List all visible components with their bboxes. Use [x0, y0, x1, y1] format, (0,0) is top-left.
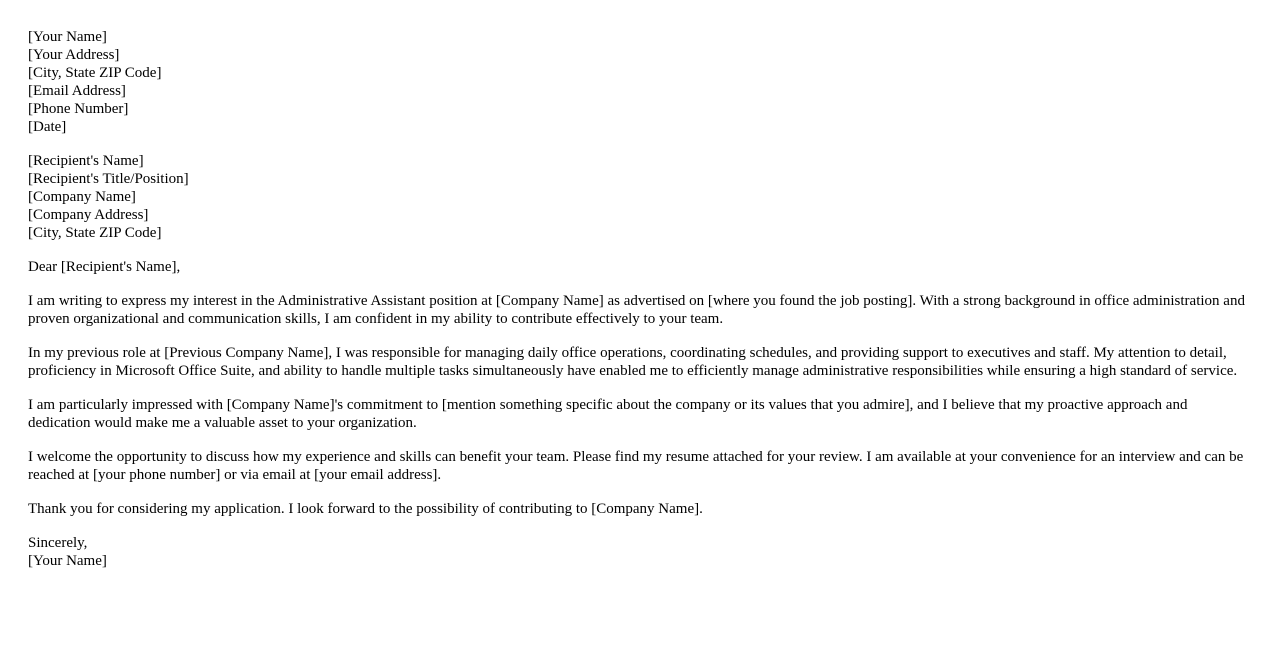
body-paragraph-availability: I welcome the opportunity to discuss how my experience and skills can benefit your team. Please find my resume attached for your review. I am available at your convenience for an interview and can be reached at [your phone number] or via email at [your email address]. [28, 449, 1244, 483]
body-paragraph-company-interest: I am particularly impressed with [Company Name]'s commitment to [mention something specific about the company or its values that you admire], and I believe that my proactive approach and dedication would make me a valuable asset to your organization. [28, 397, 1188, 431]
recipient-company-address: [Company Address] [28, 207, 149, 223]
sender-city-state-zip: [City, State ZIP Code] [28, 65, 162, 81]
sender-name: [Your Name] [28, 29, 107, 45]
recipient-city-state-zip: [City, State ZIP Code] [28, 225, 162, 241]
body-paragraph-intro: I am writing to express my interest in the Administrative Assistant position at [Company Name] as advertised on [where you found the job posting]. With a strong background in office administration and proven organizational and communication skills, I am confident in my ability to contribute effectively to your team. [28, 293, 1245, 327]
salutation: Dear [Recipient's Name], [28, 259, 181, 275]
letter-date: [Date] [28, 119, 67, 135]
sender-email: [Email Address] [28, 83, 126, 99]
recipient-company-name: [Company Name] [28, 189, 136, 205]
cover-letter [28, 28, 1253, 586]
sender-address: [Your Address] [28, 47, 120, 63]
valediction: Sincerely, [28, 535, 88, 551]
recipient-title: [Recipient's Title/Position] [28, 171, 189, 187]
recipient-name: [Recipient's Name] [28, 153, 144, 169]
sender-address-block [28, 28, 1253, 136]
signature-name: [Your Name] [28, 553, 107, 569]
closing-block [28, 534, 1253, 570]
body-paragraph-thanks: Thank you for considering my application. I look forward to the possibility of contributing to [Company Name]. [28, 501, 703, 517]
sender-phone: [Phone Number] [28, 101, 129, 117]
recipient-address-block [28, 152, 1253, 242]
body-paragraph-experience: In my previous role at [Previous Company Name], I was responsible for managing daily office operations, coordinating schedules, and providing support to executives and staff. My attention to detail, proficiency in Microsoft Office Suite, and ability to handle multiple tasks simultaneously have enabled me to efficiently manage administrative responsibilities while ensuring a high standard of service. [28, 345, 1238, 379]
